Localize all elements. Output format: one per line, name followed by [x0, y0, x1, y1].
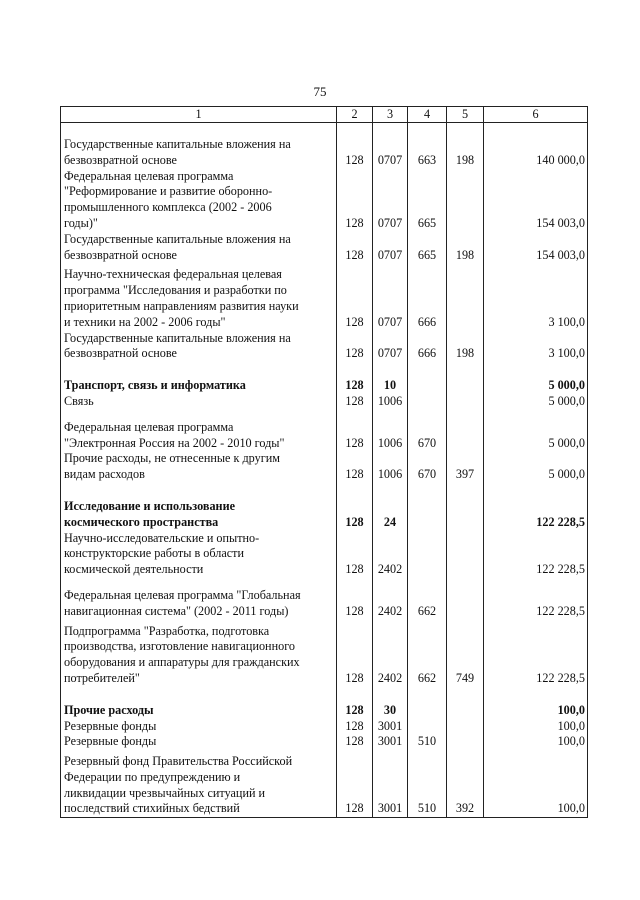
- row-name-cell: Подпрограмма "Разработка, подготовка производства, изготовление навигационного оборудования и аппаратуры для гражданских потребителей": [61, 624, 337, 687]
- code-cell-4: 663: [408, 137, 447, 169]
- spacer-cell: [408, 687, 447, 703]
- code-cell-2: 128: [337, 499, 373, 531]
- code-cell-4: 665: [408, 169, 447, 232]
- code-cell-2: 128: [337, 232, 373, 264]
- code-cell-5: [447, 169, 484, 232]
- code-cell-5: [447, 499, 484, 531]
- spacer-cell: [408, 410, 447, 420]
- code-cell-2: 128: [337, 451, 373, 483]
- code-cell-3: 0707: [373, 331, 408, 363]
- code-cell-4: 665: [408, 232, 447, 264]
- code-cell-5: [447, 588, 484, 620]
- code-cell-2: 128: [337, 754, 373, 818]
- code-cell-2: 128: [337, 378, 373, 394]
- column-header: 4: [408, 107, 447, 123]
- row-name-cell: Связь: [61, 394, 337, 410]
- spacer-row: [61, 687, 588, 703]
- code-cell-3: 2402: [373, 531, 408, 578]
- column-header: 1: [61, 107, 337, 123]
- table-row: [61, 378, 588, 394]
- spacer-cell: [61, 483, 337, 499]
- row-name-cell: Прочие расходы, не отнесенные к другим видам расходов: [61, 451, 337, 483]
- code-cell-2: 128: [337, 531, 373, 578]
- column-header: 5: [447, 107, 484, 123]
- table-body: [61, 123, 588, 818]
- code-cell-4: 666: [408, 331, 447, 363]
- spacer-cell: [373, 123, 408, 138]
- code-cell-3: 0707: [373, 137, 408, 169]
- code-cell-5: [447, 734, 484, 750]
- code-cell-5: 392: [447, 754, 484, 818]
- spacer-cell: [61, 687, 337, 703]
- code-cell-5: [447, 420, 484, 452]
- table-row: [61, 734, 588, 750]
- amount-cell: 100,0: [484, 734, 588, 750]
- spacer-cell: [61, 410, 337, 420]
- row-name-cell: Федеральная целевая программа "Реформирование и развитие оборонно- промышленного комплекса (2002 - 2006 годы)": [61, 169, 337, 232]
- spacer-cell: [373, 410, 408, 420]
- spacer-cell: [447, 123, 484, 138]
- table-row: [61, 137, 588, 169]
- spacer-cell: [61, 362, 337, 378]
- table-row: [61, 331, 588, 363]
- row-name-cell: Государственные капитальные вложения на безвозвратной основе: [61, 232, 337, 264]
- column-header: 2: [337, 107, 373, 123]
- code-cell-3: 10: [373, 378, 408, 394]
- code-cell-3: 24: [373, 499, 408, 531]
- amount-cell: 5 000,0: [484, 378, 588, 394]
- amount-cell: 3 100,0: [484, 267, 588, 330]
- column-header: 6: [484, 107, 588, 123]
- spacer-cell: [337, 483, 373, 499]
- row-name-cell: Научно-исследовательские и опытно- конструкторские работы в области космической деятельности: [61, 531, 337, 578]
- row-name-cell: Федеральная целевая программа "Электронная Россия на 2002 - 2010 годы": [61, 420, 337, 452]
- table-row: [61, 719, 588, 735]
- amount-cell: 5 000,0: [484, 420, 588, 452]
- row-name-cell: Резервные фонды: [61, 719, 337, 735]
- code-cell-4: 662: [408, 588, 447, 620]
- code-cell-3: 2402: [373, 624, 408, 687]
- spacer-cell: [484, 123, 588, 138]
- column-header-row: [61, 107, 588, 123]
- row-name-cell: Государственные капитальные вложения на безвозвратной основе: [61, 331, 337, 363]
- table-row: [61, 499, 588, 531]
- code-cell-3: 30: [373, 703, 408, 719]
- code-cell-4: 510: [408, 754, 447, 818]
- amount-cell: 100,0: [484, 754, 588, 818]
- spacer-cell: [373, 578, 408, 588]
- code-cell-5: [447, 531, 484, 578]
- code-cell-2: 128: [337, 420, 373, 452]
- code-cell-2: 128: [337, 331, 373, 363]
- code-cell-2: 128: [337, 267, 373, 330]
- spacer-row: [61, 410, 588, 420]
- code-cell-3: 3001: [373, 734, 408, 750]
- spacer-cell: [373, 483, 408, 499]
- spacer-cell: [337, 687, 373, 703]
- spacer-row: [61, 483, 588, 499]
- spacer-cell: [447, 578, 484, 588]
- amount-cell: 122 228,5: [484, 531, 588, 578]
- code-cell-3: 0707: [373, 169, 408, 232]
- spacer-cell: [408, 123, 447, 138]
- code-cell-3: 3001: [373, 754, 408, 818]
- code-cell-2: 128: [337, 169, 373, 232]
- table-row: [61, 531, 588, 578]
- spacer-cell: [61, 123, 337, 138]
- table-row: [61, 451, 588, 483]
- spacer-cell: [447, 410, 484, 420]
- spacer-cell: [484, 362, 588, 378]
- amount-cell: 122 228,5: [484, 588, 588, 620]
- table-row: [61, 232, 588, 264]
- amount-cell: 154 003,0: [484, 169, 588, 232]
- code-cell-3: 1006: [373, 420, 408, 452]
- code-cell-4: [408, 499, 447, 531]
- table-row: [61, 754, 588, 818]
- code-cell-5: [447, 267, 484, 330]
- amount-cell: 3 100,0: [484, 331, 588, 363]
- code-cell-5: [447, 719, 484, 735]
- code-cell-3: 0707: [373, 232, 408, 264]
- code-cell-4: [408, 719, 447, 735]
- row-name-cell: Резервные фонды: [61, 734, 337, 750]
- spacer-cell: [337, 362, 373, 378]
- amount-cell: 100,0: [484, 703, 588, 719]
- code-cell-2: 128: [337, 719, 373, 735]
- spacer-cell: [447, 483, 484, 499]
- amount-cell: 154 003,0: [484, 232, 588, 264]
- table-row: [61, 703, 588, 719]
- spacer-cell: [484, 578, 588, 588]
- spacer-cell: [447, 687, 484, 703]
- amount-cell: 122 228,5: [484, 624, 588, 687]
- spacer-cell: [484, 410, 588, 420]
- table-row: [61, 420, 588, 452]
- table-row: [61, 588, 588, 620]
- row-name-cell: Резервный фонд Правительства Российской Федерации по предупреждению и ликвидации чрезвычайных ситуаций и последствий стихийных бедствий: [61, 754, 337, 818]
- spacer-cell: [61, 578, 337, 588]
- amount-cell: 122 228,5: [484, 499, 588, 531]
- code-cell-4: 670: [408, 420, 447, 452]
- spacer-cell: [337, 578, 373, 588]
- spacer-cell: [373, 687, 408, 703]
- row-name-cell: Научно-техническая федеральная целевая программа "Исследования и разработки по приоритетным направлениям развития науки и техники на 2002 - 2006 годы": [61, 267, 337, 330]
- table-row: [61, 267, 588, 330]
- code-cell-3: 2402: [373, 588, 408, 620]
- code-cell-3: 3001: [373, 719, 408, 735]
- spacer-cell: [337, 123, 373, 138]
- code-cell-2: 128: [337, 588, 373, 620]
- code-cell-4: 666: [408, 267, 447, 330]
- code-cell-2: 128: [337, 624, 373, 687]
- code-cell-5: 397: [447, 451, 484, 483]
- code-cell-2: 128: [337, 734, 373, 750]
- amount-cell: 5 000,0: [484, 451, 588, 483]
- row-name-cell: Государственные капитальные вложения на безвозвратной основе: [61, 137, 337, 169]
- code-cell-5: 198: [447, 232, 484, 264]
- table-row: [61, 624, 588, 687]
- code-cell-2: 128: [337, 137, 373, 169]
- amount-cell: 5 000,0: [484, 394, 588, 410]
- spacer-row: [61, 362, 588, 378]
- code-cell-4: [408, 531, 447, 578]
- row-name-cell: Транспорт, связь и информатика: [61, 378, 337, 394]
- spacer-cell: [484, 483, 588, 499]
- code-cell-5: [447, 394, 484, 410]
- code-cell-5: [447, 378, 484, 394]
- code-cell-4: [408, 394, 447, 410]
- spacer-cell: [408, 483, 447, 499]
- spacer-cell: [447, 362, 484, 378]
- amount-cell: 100,0: [484, 719, 588, 735]
- spacer-cell: [484, 687, 588, 703]
- spacer-row: [61, 123, 588, 138]
- code-cell-3: 1006: [373, 394, 408, 410]
- spacer-cell: [408, 578, 447, 588]
- code-cell-3: 1006: [373, 451, 408, 483]
- code-cell-5: 749: [447, 624, 484, 687]
- budget-table-container: [60, 106, 587, 818]
- page-number: 75: [313, 84, 327, 99]
- code-cell-2: 128: [337, 394, 373, 410]
- spacer-row: [61, 578, 588, 588]
- code-cell-4: [408, 378, 447, 394]
- row-name-cell: Исследование и использование космического пространства: [61, 499, 337, 531]
- code-cell-3: 0707: [373, 267, 408, 330]
- spacer-cell: [408, 362, 447, 378]
- code-cell-4: 662: [408, 624, 447, 687]
- code-cell-4: [408, 703, 447, 719]
- code-cell-5: 198: [447, 331, 484, 363]
- row-name-cell: Прочие расходы: [61, 703, 337, 719]
- table-row: [61, 169, 588, 232]
- code-cell-2: 128: [337, 703, 373, 719]
- spacer-cell: [373, 362, 408, 378]
- table-row: [61, 394, 588, 410]
- code-cell-5: 198: [447, 137, 484, 169]
- code-cell-5: [447, 703, 484, 719]
- row-name-cell: Федеральная целевая программа "Глобальная навигационная система" (2002 - 2011 годы): [61, 588, 337, 620]
- code-cell-4: 670: [408, 451, 447, 483]
- code-cell-4: 510: [408, 734, 447, 750]
- amount-cell: 140 000,0: [484, 137, 588, 169]
- column-header: 3: [373, 107, 408, 123]
- budget-table: [60, 106, 588, 818]
- spacer-cell: [337, 410, 373, 420]
